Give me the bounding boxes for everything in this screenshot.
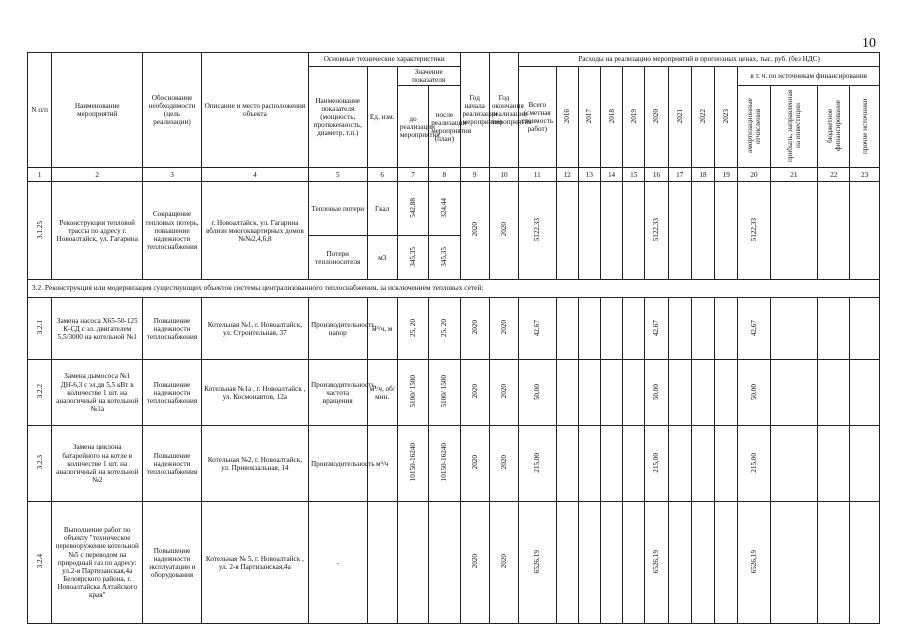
header-year-2016: 2016 (556, 67, 578, 168)
row-cell (556, 426, 578, 502)
row-unit: м³/ч, об/мин. (367, 360, 397, 426)
row-total: 6526,19 (519, 502, 556, 624)
row-number: 3.2.3 (28, 426, 52, 502)
table-row (28, 182, 880, 236)
row-cell (668, 182, 691, 280)
row-name: Замена циклона батарейного на котле в количестве 1 шт. на аналогичный на котельной №2 (52, 426, 143, 502)
measures-table (27, 52, 880, 624)
row-value-before: 542,88 (397, 182, 428, 236)
table-row (28, 426, 880, 502)
row-name: Реконструкция тепловой трассы по адресу г. Новоалтайск, ул. Гагарина (52, 182, 143, 280)
row-cell (850, 426, 880, 502)
header-tech-main: Основные технические характеристики (308, 53, 460, 67)
row-total: 215,00 (519, 426, 556, 502)
col-number: 20 (738, 168, 770, 182)
row-number: 3.1.25 (28, 182, 52, 280)
row-year-start: 2020 (460, 426, 489, 502)
row-cell (668, 298, 691, 360)
row-param: Производительность (308, 426, 367, 502)
row-number: 3.2.4 (28, 502, 52, 624)
row-year-start: 2020 (460, 502, 489, 624)
row-2020: 5122,33 (645, 182, 668, 280)
row-basis: Сокращение тепловых потерь, повышение надежности теплоснабжения (143, 182, 202, 280)
header-name: Наименование мероприятий (52, 53, 143, 168)
row-cell (600, 360, 622, 426)
row-number: 3.2.2 (28, 360, 52, 426)
col-number: 17 (668, 168, 691, 182)
col-number: 15 (623, 168, 645, 182)
row-value-before: 345,35 (397, 236, 428, 280)
row-cell (600, 182, 622, 280)
col-number: 14 (600, 168, 622, 182)
row-total: 50,00 (519, 360, 556, 426)
col-number: 23 (850, 168, 880, 182)
header-costs: Расходы на реализацию мероприятий в прогнозных ценах, тыс. руб. (без НДС) (519, 53, 880, 67)
page-number: 10 (862, 36, 876, 51)
row-name: Выполнение работ по объекту "техническое перевооружение котельной №5 с переводом на природный газ по адресу: ул.2-я Партизанская,4а Белоярского района, г. Новоалтайска Алтайского края" (52, 502, 143, 624)
col-number: 2 (52, 168, 143, 182)
row-cell (691, 298, 714, 360)
row-value-after: 345,35 (429, 236, 460, 280)
header-year-2020: 2020 (645, 67, 668, 168)
row-2020: 215,00 (645, 426, 668, 502)
row-description: Котельная №2, г. Новоалтайск, ул. Привокзальная, 14 (201, 426, 308, 502)
row-cell (600, 298, 622, 360)
row-value-before: 10150-16240 (397, 426, 428, 502)
header-unit: Ед. изм. (367, 67, 397, 168)
row-cell (691, 502, 714, 624)
row-description: Котельная №1, г. Новоалтайск, ул. Строительная, 37 (201, 298, 308, 360)
row-cell (818, 502, 850, 624)
table-row (28, 360, 880, 426)
header-year-end: Год окончания реализации мероприятия (489, 53, 518, 168)
row-basis: Повышение надежности эксплуатации и оборудования (143, 502, 202, 624)
section-heading: 3.2. Реконструкция или модернизация существующих объектов системы централизованного теплоснабжения, за исключением тепловых сетей: (28, 280, 880, 298)
row-cell (623, 182, 645, 280)
row-year-end: 2020 (489, 298, 518, 360)
row-value-after: 10150-16240 (429, 426, 460, 502)
row-cell (600, 426, 622, 502)
header-year-2017: 2017 (578, 67, 600, 168)
row-cell (818, 182, 850, 280)
row-param: Производительность, частота вращения (308, 360, 367, 426)
row-basis: Повышение надежности теплоснабжения (143, 360, 202, 426)
header-year-start: Год начала реализации мероприятия (460, 53, 489, 168)
col-number: 3 (143, 168, 202, 182)
row-value-after (429, 502, 460, 624)
row-description: Котельная №1а , г. Новоалтайск , ул. Космонавтов, 12а (201, 360, 308, 426)
row-cell (668, 502, 691, 624)
col-number: 22 (818, 168, 850, 182)
col-number: 4 (201, 168, 308, 182)
row-cell (818, 298, 850, 360)
header-year-2018: 2018 (600, 67, 622, 168)
header-description: Описание и место расположения объекта (201, 53, 308, 168)
header-source-other: прочие источники (850, 86, 880, 168)
row-unit: м³/ч, м (367, 298, 397, 360)
header-sources-group: в т. ч. по источникам финансирования (738, 67, 880, 86)
row-unit: м3 (367, 236, 397, 280)
row-cell (600, 502, 622, 624)
row-year-end: 2020 (489, 426, 518, 502)
row-total: 42,67 (519, 298, 556, 360)
col-number: 21 (770, 168, 817, 182)
row-description: Котельная № 5, г. Новоалтайск , ул. 2-я Партизанская,4а (201, 502, 308, 624)
row-amort: 42,67 (738, 298, 770, 360)
row-cell (715, 360, 738, 426)
col-number: 7 (397, 168, 428, 182)
row-year-start: 2020 (460, 360, 489, 426)
col-number: 9 (460, 168, 489, 182)
header-source-profit: прибыль, направленная на инвестиции (770, 86, 817, 168)
row-cell (770, 426, 817, 502)
row-value-after: 5100/ 1500 (429, 360, 460, 426)
header-value-group: Значение показателя (397, 67, 460, 86)
row-cell (715, 298, 738, 360)
row-value-before: 5100/ 1500 (397, 360, 428, 426)
row-cell (556, 360, 578, 426)
header-num: N п/п (28, 53, 52, 168)
row-2020: 50,00 (645, 360, 668, 426)
row-amort: 6526,19 (738, 502, 770, 624)
row-cell (850, 502, 880, 624)
row-param: Потери теплоносителя (308, 236, 367, 280)
row-year-end: 2020 (489, 360, 518, 426)
row-name: Замена насоса Х65-50-125 К-СД с эл. двигателем 5,5/3000 на котельной №1 (52, 298, 143, 360)
row-cell (770, 182, 817, 280)
row-cell (715, 426, 738, 502)
row-2020: 6526,19 (645, 502, 668, 624)
row-cell (623, 502, 645, 624)
row-cell (668, 426, 691, 502)
row-cell (715, 182, 738, 280)
row-amort: 50,00 (738, 360, 770, 426)
row-cell (623, 298, 645, 360)
header-basis: Обоснование необходимости (цель реализации) (143, 53, 202, 168)
row-description: г. Новоалтайск, ул. Гагарина вблизи многоквартирных домов №№2,4,6,8 (201, 182, 308, 280)
table-row (28, 298, 880, 360)
row-cell (818, 360, 850, 426)
header-year-2023: 2023 (715, 67, 738, 168)
row-cell (850, 182, 880, 280)
row-year-end: 2020 (489, 502, 518, 624)
row-param: Тепловые потери (308, 182, 367, 236)
row-2020: 42,67 (645, 298, 668, 360)
row-param: Производительность, напор (308, 298, 367, 360)
row-cell (770, 360, 817, 426)
row-total: 5122,33 (519, 182, 556, 280)
row-cell (578, 502, 600, 624)
row-number: 3.2.1 (28, 298, 52, 360)
row-cell (818, 426, 850, 502)
row-unit: Гкал (367, 182, 397, 236)
row-basis: Повышение надежности теплоснабжения (143, 426, 202, 502)
header-source-amort: амортизационные отчисления (738, 86, 770, 168)
row-cell (556, 298, 578, 360)
row-cell (770, 502, 817, 624)
header-year-2022: 2022 (691, 67, 714, 168)
column-numbers-row (28, 168, 880, 182)
row-value-before (397, 502, 428, 624)
row-cell (850, 298, 880, 360)
row-cell (691, 182, 714, 280)
row-value-after: 25, 20 (429, 298, 460, 360)
row-year-start: 2020 (460, 182, 489, 280)
row-name: Замена дымососа №1 ДН-6,3 с эл.дв 5,5 кВт в количестве 1 шт. на аналогичный на котельной №1а (52, 360, 143, 426)
row-cell (691, 360, 714, 426)
col-number: 1 (28, 168, 52, 182)
row-cell (556, 502, 578, 624)
row-cell (691, 426, 714, 502)
row-unit: м³/ч (367, 426, 397, 502)
row-value-after: 324,44 (429, 182, 460, 236)
header-source-budget: бюджетное финансирование (818, 86, 850, 168)
header-year-2021: 2021 (668, 67, 691, 168)
row-unit (367, 502, 397, 624)
col-number: 5 (308, 168, 367, 182)
row-cell (850, 360, 880, 426)
row-param: - (308, 502, 367, 624)
row-year-end: 2020 (489, 182, 518, 280)
header-tech-name: Наименование показателя (мощность, протяженность, диаметр, т.п.) (308, 67, 367, 168)
col-number: 12 (556, 168, 578, 182)
row-amort: 215,00 (738, 426, 770, 502)
row-cell (556, 182, 578, 280)
table-row (28, 502, 880, 624)
col-number: 11 (519, 168, 556, 182)
col-number: 6 (367, 168, 397, 182)
header-total: Всего (сметная стоимость работ) (519, 67, 556, 168)
row-cell (668, 360, 691, 426)
row-cell (578, 298, 600, 360)
row-cell (715, 502, 738, 624)
row-cell (770, 298, 817, 360)
row-cell (578, 426, 600, 502)
header-value-before: до реализации мероприятия (397, 86, 428, 168)
row-year-start: 2020 (460, 298, 489, 360)
row-basis: Повышение надежности теплоснабжения (143, 298, 202, 360)
col-number: 8 (429, 168, 460, 182)
col-number: 18 (691, 168, 714, 182)
col-number: 10 (489, 168, 518, 182)
row-amort: 5122,33 (738, 182, 770, 280)
col-number: 13 (578, 168, 600, 182)
col-number: 16 (645, 168, 668, 182)
row-cell (623, 360, 645, 426)
header-value-after: после реализации мероприятия (план) (429, 86, 460, 168)
col-number: 19 (715, 168, 738, 182)
row-cell (578, 360, 600, 426)
row-value-before: 25, 20 (397, 298, 428, 360)
header-year-2019: 2019 (623, 67, 645, 168)
row-cell (623, 426, 645, 502)
row-cell (578, 182, 600, 280)
